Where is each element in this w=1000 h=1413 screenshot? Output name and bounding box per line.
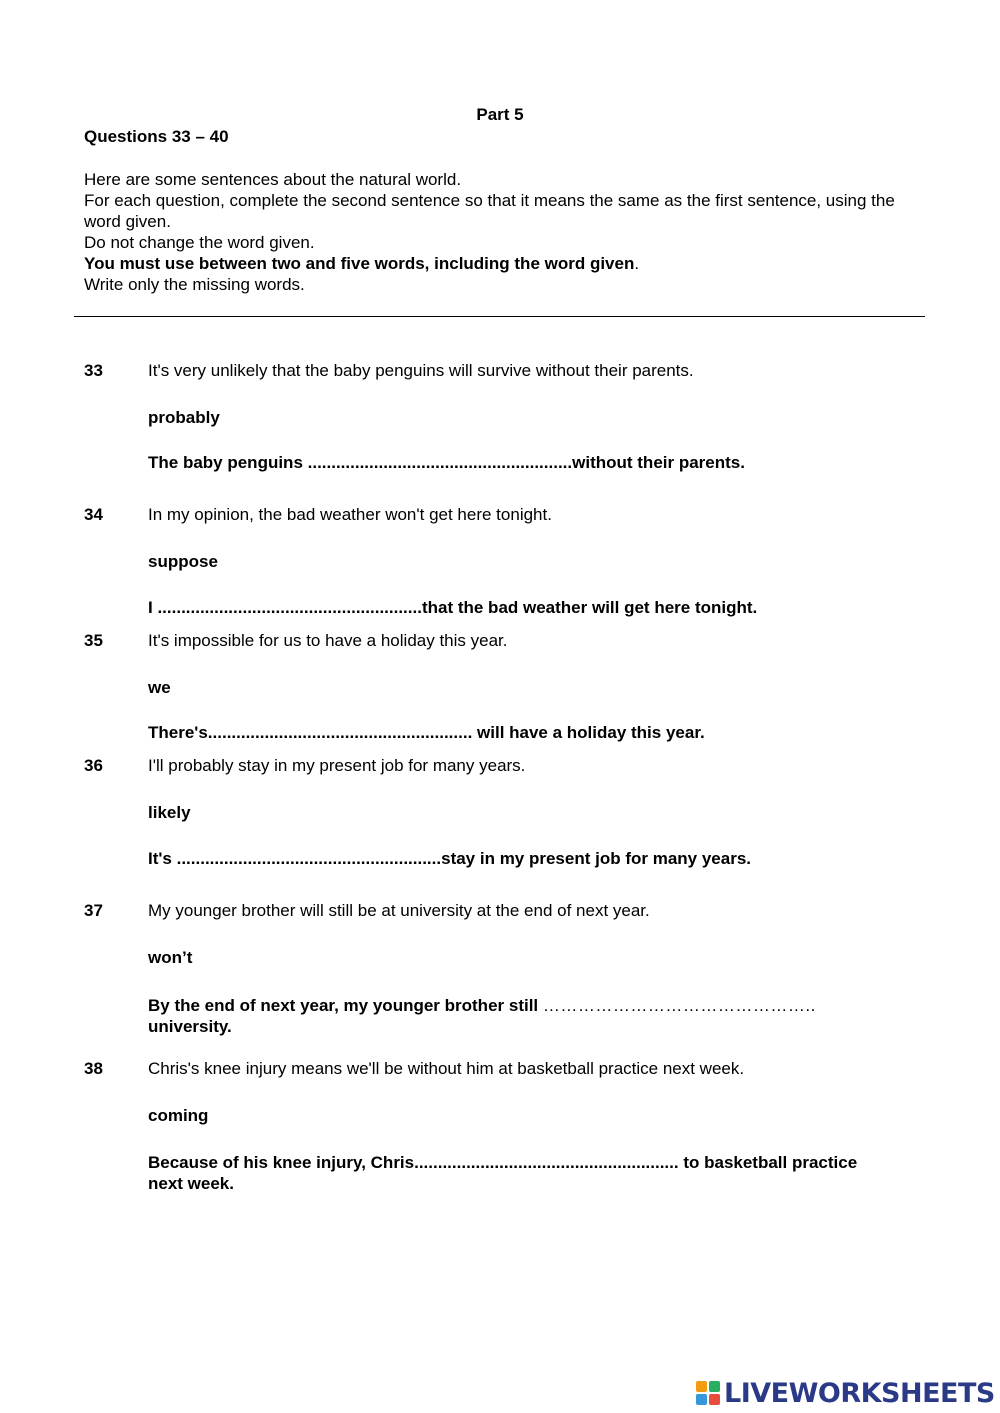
answer-before: It's — [148, 849, 177, 868]
liveworksheets-logo[interactable] — [696, 1378, 995, 1408]
answer-after: will have a holiday this year. — [472, 723, 705, 742]
answer-before: I — [148, 598, 158, 617]
keyword: won’t — [148, 948, 193, 967]
instruction-emphasis: You must use between two and five words, including the word given — [84, 254, 635, 273]
question-sentence: It's impossible for us to have a holiday this year. — [148, 631, 508, 650]
logo-square — [696, 1394, 707, 1405]
instruction-line: Do not change the word given. — [84, 233, 315, 252]
instruction-line-bold — [84, 253, 904, 274]
answer-gap[interactable]: ........................................................ — [176, 849, 442, 868]
liveworksheets-logo-icon — [696, 1381, 720, 1405]
keyword: likely — [148, 803, 191, 822]
question-number: 33 — [84, 361, 103, 380]
question-number: 38 — [84, 1059, 103, 1078]
instructions — [84, 169, 904, 295]
answer-after: stay in my present job for many years. — [441, 849, 752, 868]
logo-square — [709, 1381, 720, 1392]
question-number: 35 — [84, 631, 103, 650]
divider — [74, 316, 925, 317]
logo-square — [709, 1394, 720, 1405]
question-number: 36 — [84, 756, 103, 775]
instruction-period: . — [634, 254, 640, 273]
question-sentence: I'll probably stay in my present job for many years. — [148, 756, 526, 775]
question-number: 34 — [84, 505, 103, 524]
question-sentence: It's very unlikely that the baby penguins will survive without their parents. — [148, 361, 694, 380]
answer-gap[interactable]: ……………………………………….. — [542, 996, 816, 1015]
answer-after: that the bad weather will get here tonight. — [421, 598, 758, 617]
answer-after: to basketball practice next week. — [148, 1153, 858, 1193]
logo-text: LIVEWORKSHEETS — [724, 1377, 995, 1409]
question-number: 37 — [84, 901, 103, 920]
answer-gap[interactable]: ........................................................ — [414, 1153, 679, 1172]
answer-after: university. — [148, 1017, 232, 1036]
keyword: we — [148, 678, 171, 697]
answer-gap[interactable]: ........................................................ — [207, 723, 473, 742]
instruction-line: Write only the missing words. — [84, 275, 305, 294]
answer-before: The baby penguins — [148, 453, 308, 472]
answer-gap[interactable]: ........................................................ — [307, 453, 573, 472]
answer-line — [148, 597, 757, 618]
answer-before: There's — [148, 723, 208, 742]
question-sentence: In my opinion, the bad weather won't get here tonight. — [148, 505, 552, 524]
answer-before: By the end of next year, my younger brother still — [148, 996, 543, 1015]
part-title: Part 5 — [476, 105, 524, 124]
answer-after: without their parents. — [572, 453, 745, 472]
answer-line — [148, 722, 705, 743]
keyword: suppose — [148, 552, 218, 571]
answer-line — [148, 1152, 888, 1194]
keyword: probably — [148, 408, 220, 427]
question-sentence: My younger brother will still be at university at the end of next year. — [148, 901, 650, 920]
question-sentence: Chris's knee injury means we'll be without him at basketball practice next week. — [148, 1059, 745, 1078]
answer-gap[interactable]: ........................................................ — [157, 598, 422, 617]
questions-heading: Questions 33 – 40 — [84, 127, 229, 146]
answer-line — [148, 848, 751, 869]
instruction-line: Here are some sentences about the natural world. — [84, 170, 462, 189]
answer-line — [148, 995, 888, 1037]
instruction-line: For each question, complete the second sentence so that it means the same as the first sentence, using the word given. — [84, 191, 895, 231]
keyword: coming — [148, 1106, 209, 1125]
answer-before: Because of his knee injury, Chris — [148, 1153, 415, 1172]
answer-line — [148, 452, 745, 473]
logo-square — [696, 1381, 707, 1392]
